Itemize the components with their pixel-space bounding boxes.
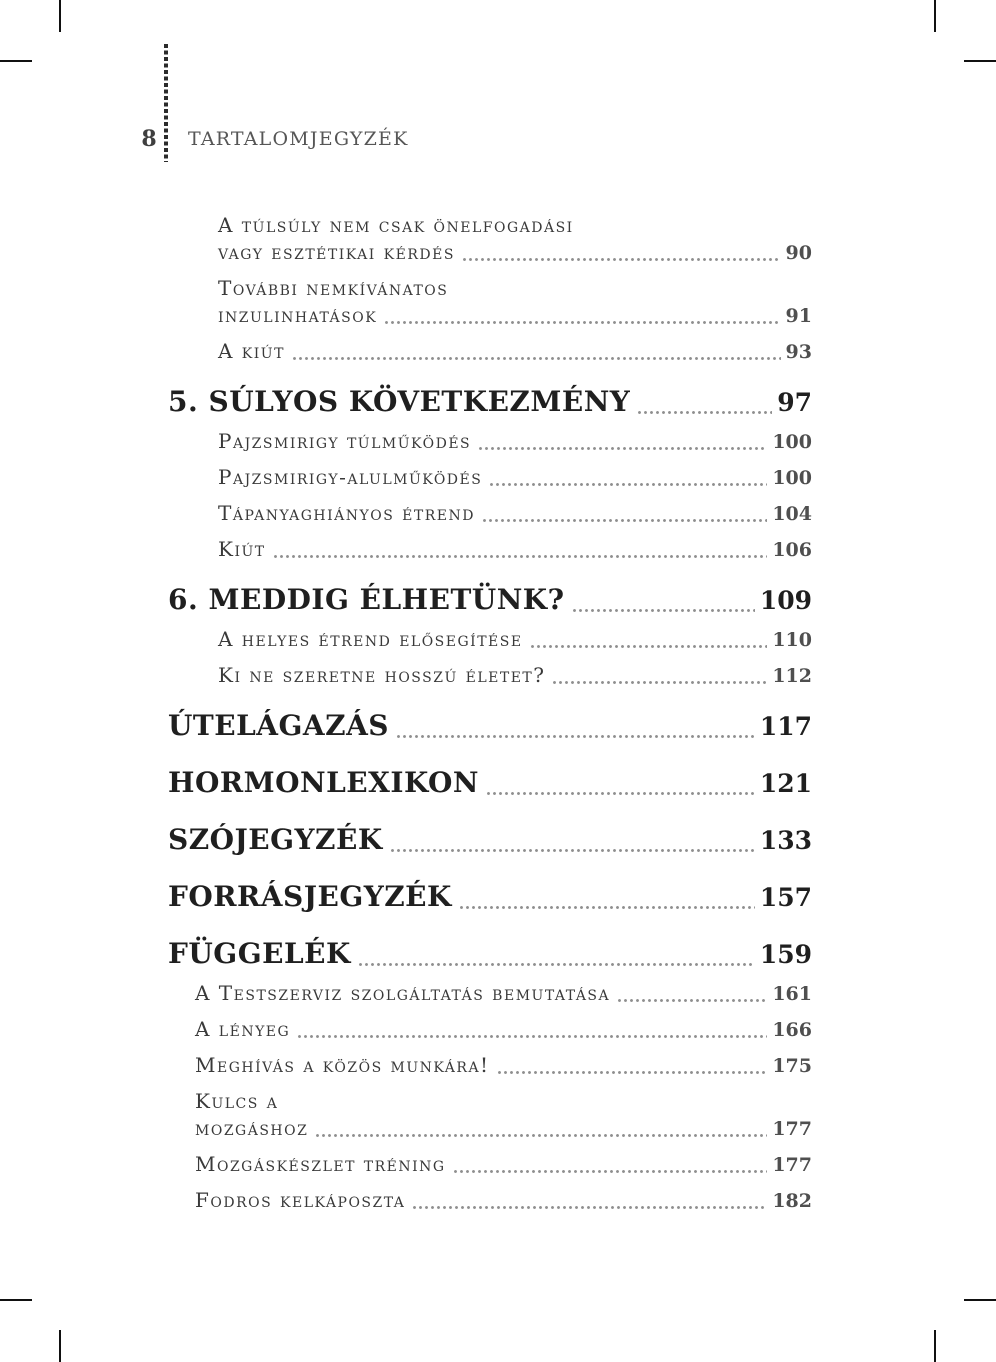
dot-leader bbox=[498, 1071, 768, 1074]
dot-leader bbox=[460, 906, 755, 909]
toc-chapter-entry bbox=[168, 877, 812, 918]
dot-leader bbox=[531, 645, 768, 648]
toc-entry bbox=[218, 536, 812, 564]
dot-leader bbox=[298, 1035, 767, 1038]
toc-entry-label: Meghívás a közös munkára! bbox=[195, 1053, 490, 1077]
toc-chapter-page: 121 bbox=[759, 769, 812, 798]
toc-entry-page: 106 bbox=[772, 539, 812, 561]
toc-entry-page: 100 bbox=[772, 431, 812, 453]
toc-entry-page: 161 bbox=[772, 983, 812, 1005]
toc-entry bbox=[218, 212, 812, 267]
toc-chapter-label: 5. SÚLYOS KÖVETKEZMÉNY bbox=[168, 385, 631, 418]
toc-entry bbox=[195, 1052, 812, 1080]
toc-chapter-page: 109 bbox=[759, 586, 812, 615]
dot-leader bbox=[274, 555, 768, 558]
dot-leader bbox=[487, 792, 755, 795]
toc-chapter-label: ÚTELÁGAZÁS bbox=[168, 709, 390, 742]
dot-leader bbox=[413, 1206, 767, 1209]
dot-leader bbox=[397, 735, 755, 738]
toc-chapter-entry bbox=[168, 580, 812, 621]
toc-entry-label-line1: Kulcs a bbox=[195, 1089, 279, 1113]
toc-chapter-page: 117 bbox=[759, 712, 812, 741]
toc-entry-page: 104 bbox=[772, 503, 812, 525]
toc-chapter-page: 159 bbox=[759, 940, 812, 969]
toc-chapter-page: 97 bbox=[777, 388, 812, 417]
dot-leader bbox=[638, 411, 772, 414]
crop-mark-bottom-right-vertical bbox=[934, 1330, 936, 1362]
toc-entry-label: Mozgáskészlet tréning bbox=[195, 1152, 446, 1176]
dot-leader bbox=[359, 963, 755, 966]
dot-leader bbox=[385, 321, 780, 324]
dot-leader bbox=[316, 1134, 767, 1137]
toc-entry bbox=[218, 275, 812, 330]
toc-chapter-label: FÜGGELÉK bbox=[168, 937, 351, 970]
toc-entry bbox=[218, 428, 812, 456]
toc-entry-label: A helyes étrend elősegítése bbox=[218, 627, 523, 651]
toc-entry-page: 112 bbox=[772, 665, 812, 687]
crop-mark-top-left-vertical bbox=[59, 0, 61, 32]
toc-chapter-entry bbox=[168, 382, 812, 423]
toc-entry-label: A lényeg bbox=[195, 1017, 291, 1041]
toc-entry-page: 90 bbox=[785, 242, 812, 264]
dot-leader bbox=[463, 258, 781, 261]
toc-chapter-page: 157 bbox=[759, 883, 812, 912]
dot-leader bbox=[391, 849, 755, 852]
crop-mark-top-right-vertical bbox=[934, 0, 936, 32]
toc-chapter-entry bbox=[168, 820, 812, 861]
crop-mark-top-right-horizontal bbox=[964, 60, 996, 62]
crop-mark-top-left-horizontal bbox=[0, 60, 32, 62]
toc-entry-label: Kiút bbox=[218, 537, 266, 561]
running-header-title: TARTALOMJEGYZÉK bbox=[188, 128, 409, 150]
toc-entry-label-line2: inzulinhatások bbox=[218, 303, 378, 327]
toc-entry-page: 175 bbox=[772, 1055, 812, 1077]
toc-entry-page: 177 bbox=[772, 1118, 812, 1140]
toc-entry-label: Pajzsmirigy túlműködés bbox=[218, 429, 472, 453]
toc-entry-label-line2: mozgáshoz bbox=[195, 1116, 309, 1140]
page-folio-number: 8 bbox=[141, 126, 157, 152]
toc-entry-label-line2: vagy esztétikai kérdés bbox=[218, 240, 455, 264]
dot-leader bbox=[479, 447, 767, 450]
dot-leader bbox=[573, 609, 755, 612]
toc-entry-page: 177 bbox=[772, 1154, 812, 1176]
toc-entry bbox=[195, 1016, 812, 1044]
toc-entry-label: Tápanyaghiányos étrend bbox=[218, 501, 475, 525]
toc-entry-label-line1: A túlsúly nem csak önelfogadási bbox=[218, 213, 574, 237]
toc-entry bbox=[195, 1187, 812, 1215]
toc-chapter-label: FORRÁSJEGYZÉK bbox=[168, 880, 452, 913]
toc-entry bbox=[195, 1151, 812, 1179]
toc-chapter-entry bbox=[168, 763, 812, 804]
dot-leader bbox=[293, 357, 781, 360]
toc-entry bbox=[218, 338, 812, 366]
toc-entry bbox=[195, 980, 812, 1008]
crop-mark-bottom-left-horizontal bbox=[0, 1299, 32, 1301]
toc-entry-label-line1: További nemkívánatos bbox=[218, 276, 449, 300]
toc-entry-page: 91 bbox=[785, 305, 812, 327]
toc-chapter-label: HORMONLEXIKON bbox=[168, 766, 480, 799]
toc-entry-page: 166 bbox=[772, 1019, 812, 1041]
toc-entry bbox=[218, 464, 812, 492]
dot-leader bbox=[553, 681, 767, 684]
toc-entry bbox=[218, 662, 812, 690]
toc-entry-page: 100 bbox=[772, 467, 812, 489]
toc-entry-label: Ki ne szeretne hosszú életet? bbox=[218, 663, 546, 687]
dot-leader bbox=[490, 483, 767, 486]
dot-leader bbox=[618, 999, 767, 1002]
dotted-divider bbox=[164, 44, 168, 162]
crop-mark-bottom-right-horizontal bbox=[964, 1299, 996, 1301]
toc-chapter-label: SZÓJEGYZÉK bbox=[168, 823, 383, 856]
toc-entry bbox=[218, 500, 812, 528]
toc-entry-label: A kiút bbox=[218, 339, 285, 363]
toc-entry-page: 182 bbox=[772, 1190, 812, 1212]
toc-chapter-page: 133 bbox=[759, 826, 812, 855]
dot-leader bbox=[454, 1170, 768, 1173]
toc-chapter-entry bbox=[168, 706, 812, 747]
toc-entry-page: 110 bbox=[772, 629, 812, 651]
toc-entry-label: A Testszerviz szolgáltatás bemutatása bbox=[195, 981, 611, 1005]
toc-chapter-label: 6. MEDDIG ÉLHETÜNK? bbox=[168, 583, 565, 616]
toc-entry bbox=[195, 1088, 812, 1143]
table-of-contents bbox=[168, 212, 812, 1223]
crop-mark-bottom-left-vertical bbox=[59, 1330, 61, 1362]
toc-entry-label: Fodros kelkáposzta bbox=[195, 1188, 406, 1212]
dot-leader bbox=[483, 519, 767, 522]
toc-entry-page: 93 bbox=[785, 341, 812, 363]
toc-entry-label: Pajzsmirigy-alulműködés bbox=[218, 465, 483, 489]
toc-chapter-entry bbox=[168, 934, 812, 975]
toc-entry bbox=[218, 626, 812, 654]
